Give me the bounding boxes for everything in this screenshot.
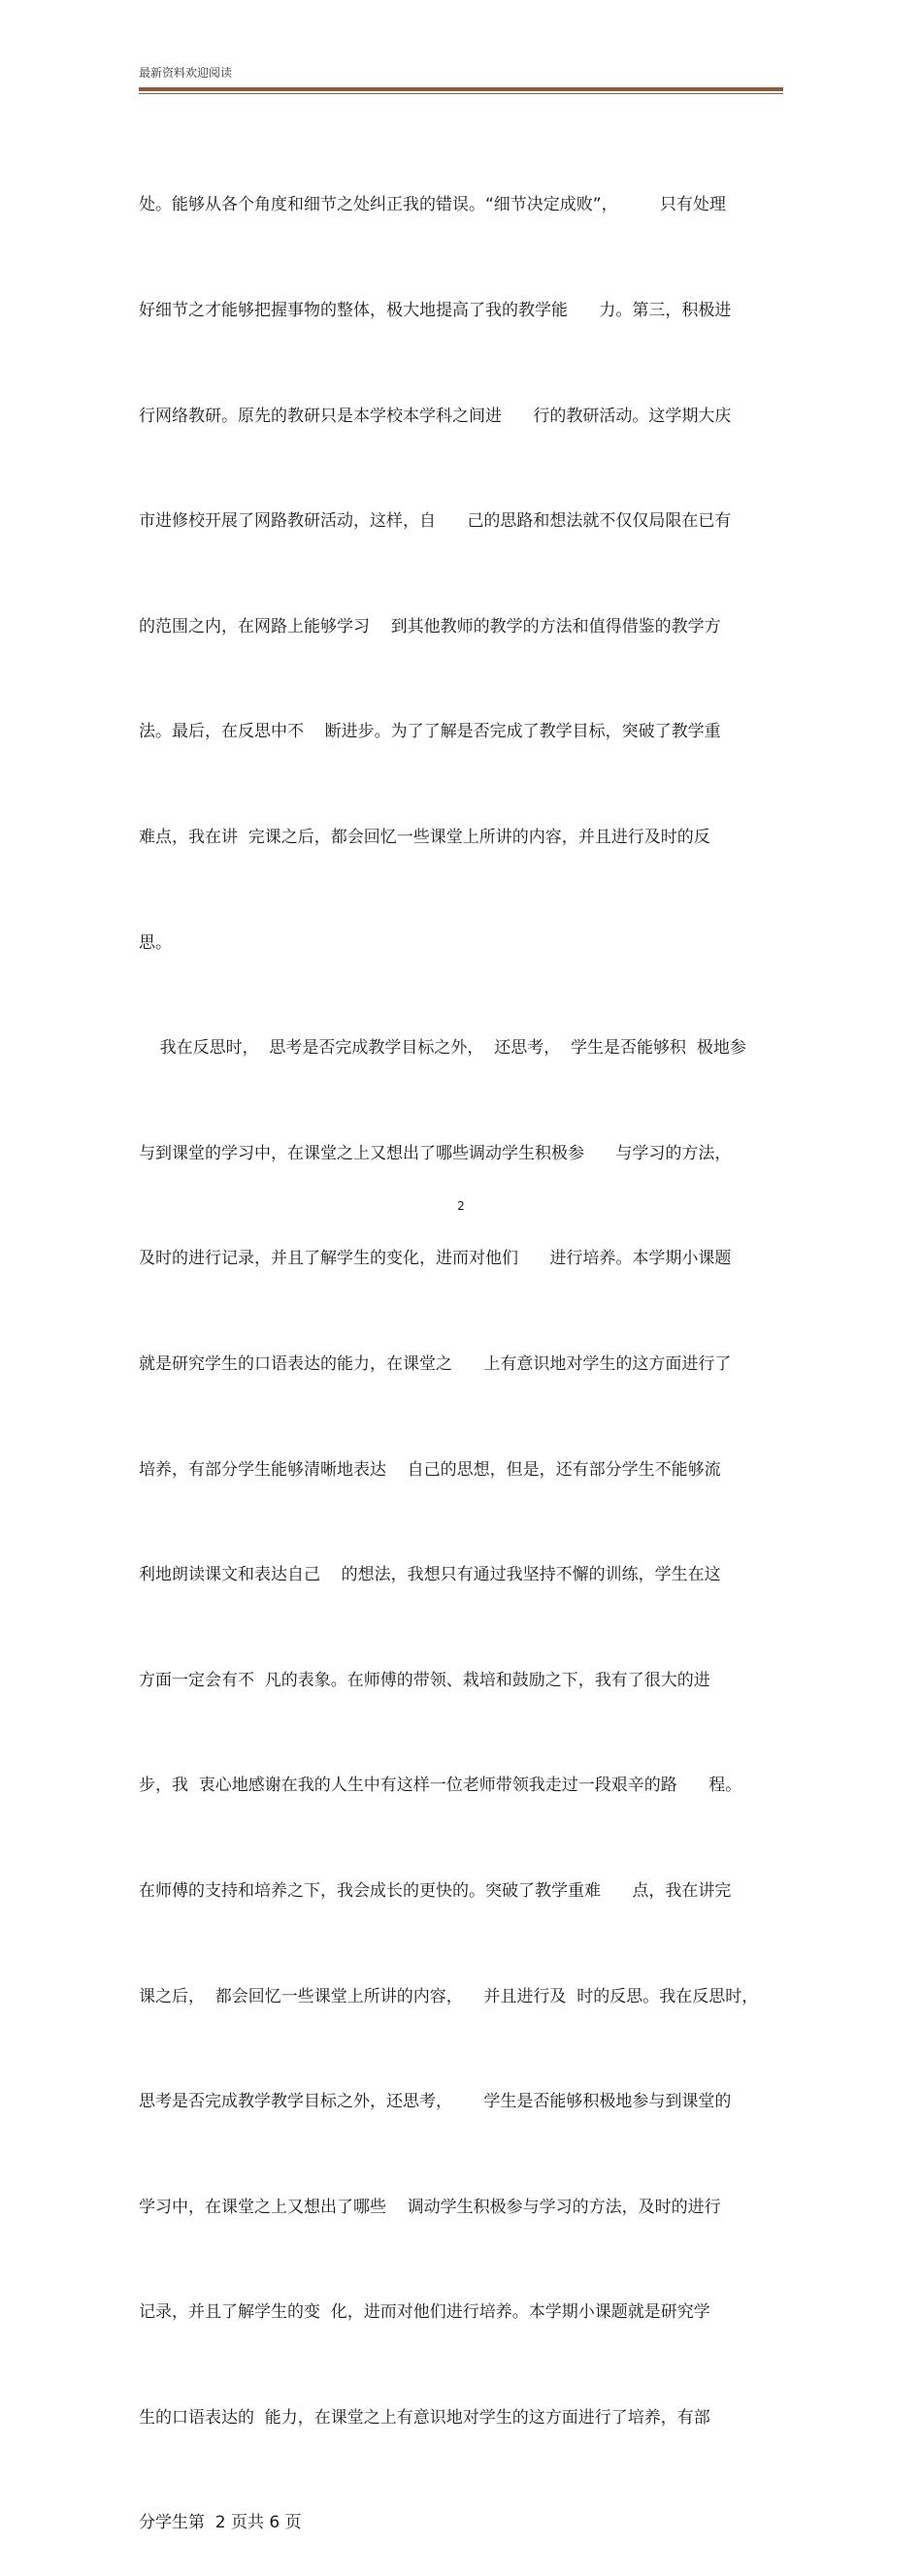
- page-number: 2: [457, 1199, 465, 1213]
- document-body: [139, 117, 783, 2576]
- body-line: 在师傅的支持和培养之下，我会成长的更快的。突破了教学重难 点，我在讲完: [139, 1880, 732, 1901]
- body-line: 法。最后，在反思中不 断进步。为了了解是否完成了教学目标，突破了教学重: [139, 722, 721, 742]
- body-line: 分学生第 2 页共 6 页: [139, 2513, 302, 2533]
- body-line: 市进修校开展了网路教研活动，这样，自 己的思路和想法就不仅仅局限在已有: [139, 511, 732, 532]
- body-line: 难点，我在讲 完课之后，都会回忆一些课堂上所讲的内容，并且进行及时的反: [139, 827, 710, 847]
- header-title: 最新资料欢迎阅读: [139, 66, 233, 80]
- body-line: 行网络教研。原先的教研只是本学校本学科之间进 行的教研活动。这学期大庆: [139, 406, 732, 426]
- body-line: 步，我 衷心地感谢在我的人生中有这样一位老师带领我走过一段艰辛的路 程。: [139, 1776, 742, 1796]
- body-line: 生的口语表达的 能力，在课堂之上有意识地对学生的这方面进行了培养，有部: [139, 2407, 710, 2428]
- body-line: 的范围之内，在网路上能够学习 到其他教师的教学的方法和值得借鉴的教学方: [139, 616, 721, 636]
- body-line: 就是研究学生的口语表达的能力，在课堂之 上有意识地对学生的这方面进行了: [139, 1353, 732, 1374]
- body-line: 好细节之才能够把握事物的整体，极大地提高了我的教学能 力。第三，积极进: [139, 301, 732, 320]
- body-line: 方面一定会有不 凡的表象。在师傅的带领、栽培和鼓励之下，我有了很大的进: [139, 1670, 710, 1690]
- header-rule-thick: [139, 87, 783, 91]
- body-line: 思考是否完成教学教学目标之外，还思考， 学生是否能够积极地参与到课堂的: [139, 2092, 732, 2112]
- body-line: 处。能够从各个角度和细节之处纠正我的错误。“细节决定成败”， 只有处理: [139, 195, 726, 215]
- body-line: 我在反思时， 思考是否完成教学目标之外， 还思考， 学生是否能够积 极地参: [139, 1038, 746, 1059]
- body-line: 记录，并且了解学生的变 化，进而对他们进行培养。本学期小课题就是研究学: [139, 2302, 710, 2323]
- body-line: 学习中，在课堂之上又想出了哪些 调动学生积极参与学习的方法，及时的进行: [139, 2197, 721, 2217]
- body-line: 课之后， 都会回忆一些课堂上所讲的内容， 并且进行及 时的反思。我在反思时，: [139, 1986, 759, 2006]
- body-line: 思。: [139, 932, 172, 953]
- body-line: 利地朗读课文和表达自己 的想法，我想只有通过我坚持不懈的训练，学生在这: [139, 1565, 721, 1585]
- body-line: 与到课堂的学习中，在课堂之上又想出了哪些调动学生积极参 与学习的方法，: [139, 1143, 732, 1163]
- header-rule-thin: [139, 93, 783, 94]
- body-line: 及时的进行记录，并且了解学生的变化，进而对他们 进行培养。本学期小课题: [139, 1249, 732, 1269]
- body-line: 培养，有部分学生能够清晰地表达 自己的思想，但是，还有部分学生不能够流: [139, 1459, 721, 1480]
